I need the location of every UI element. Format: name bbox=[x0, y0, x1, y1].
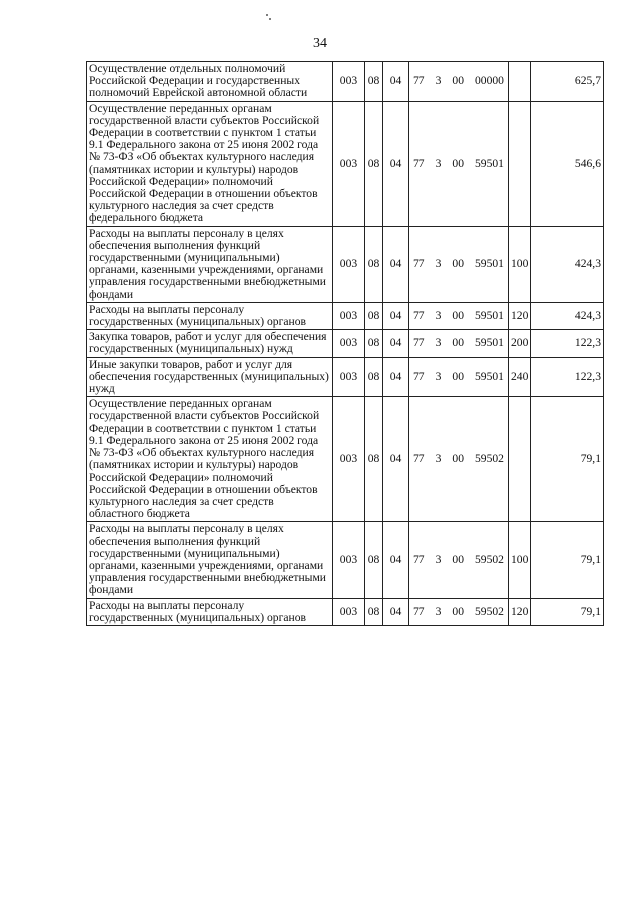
row-expense-type bbox=[509, 397, 531, 522]
row-program-code bbox=[409, 302, 509, 329]
row-amount: 625,7 bbox=[531, 62, 604, 102]
row-description: Расходы на выплаты персоналу государственных (муниципальных) органов bbox=[87, 598, 333, 625]
row-subsection-code: 04 bbox=[383, 522, 409, 598]
row-program-code bbox=[409, 62, 509, 102]
row-ved-code: 003 bbox=[333, 397, 365, 522]
scan-speck bbox=[269, 18, 271, 20]
program-code-part: 00000 bbox=[474, 74, 504, 88]
row-amount: 424,3 bbox=[531, 226, 604, 302]
row-amount: 122,3 bbox=[531, 357, 604, 397]
program-code-part: 00 bbox=[452, 452, 464, 466]
program-code-part: 3 bbox=[435, 336, 442, 350]
row-description: Иные закупки товаров, работ и услуг для обеспечения государственных (муниципальных) нужд bbox=[87, 357, 333, 397]
program-code-part: 59501 bbox=[474, 336, 504, 350]
program-code-part: 00 bbox=[452, 74, 464, 88]
row-description: Расходы на выплаты персоналу в целях обеспечения выполнения функций государственными (муниципальными) органами, казенными учреждениями, органами управления государственными внебюджетными фондами bbox=[87, 522, 333, 598]
row-program-code bbox=[409, 226, 509, 302]
table-row bbox=[87, 522, 604, 598]
row-section-code: 08 bbox=[365, 62, 383, 102]
row-program-code bbox=[409, 522, 509, 598]
program-code-part: 59502 bbox=[474, 552, 504, 566]
table-row bbox=[87, 397, 604, 522]
program-code-part: 59501 bbox=[474, 308, 504, 322]
program-code-part: 3 bbox=[435, 308, 442, 322]
row-subsection-code: 04 bbox=[383, 357, 409, 397]
program-code-part: 59502 bbox=[474, 604, 504, 618]
program-code-part: 00 bbox=[452, 336, 464, 350]
program-code-part: 59502 bbox=[474, 452, 504, 466]
program-code-part: 00 bbox=[452, 308, 464, 322]
row-subsection-code: 04 bbox=[383, 330, 409, 357]
row-expense-type: 120 bbox=[509, 302, 531, 329]
row-section-code: 08 bbox=[365, 598, 383, 625]
row-amount: 122,3 bbox=[531, 330, 604, 357]
row-expense-type bbox=[509, 62, 531, 102]
row-ved-code: 003 bbox=[333, 62, 365, 102]
program-code-part: 77 bbox=[413, 74, 425, 88]
row-section-code: 08 bbox=[365, 522, 383, 598]
row-ved-code: 003 bbox=[333, 302, 365, 329]
table-row bbox=[87, 330, 604, 357]
program-code-part: 00 bbox=[452, 369, 464, 383]
table-row bbox=[87, 101, 604, 226]
row-amount: 79,1 bbox=[531, 397, 604, 522]
table-row bbox=[87, 226, 604, 302]
program-code-part: 00 bbox=[452, 257, 464, 271]
row-section-code: 08 bbox=[365, 397, 383, 522]
row-expense-type: 100 bbox=[509, 522, 531, 598]
program-code-part: 77 bbox=[413, 369, 425, 383]
row-subsection-code: 04 bbox=[383, 226, 409, 302]
program-code-part: 3 bbox=[435, 552, 442, 566]
program-code-part: 00 bbox=[452, 604, 464, 618]
row-section-code: 08 bbox=[365, 330, 383, 357]
row-ved-code: 003 bbox=[333, 598, 365, 625]
row-amount: 546,6 bbox=[531, 101, 604, 226]
table-row bbox=[87, 302, 604, 329]
program-code-part: 77 bbox=[413, 452, 425, 466]
program-code-part: 3 bbox=[435, 257, 442, 271]
row-subsection-code: 04 bbox=[383, 101, 409, 226]
scan-speck bbox=[266, 14, 268, 16]
row-description: Закупка товаров, работ и услуг для обеспечения государственных (муниципальных) нужд bbox=[87, 330, 333, 357]
row-subsection-code: 04 bbox=[383, 302, 409, 329]
row-program-code bbox=[409, 397, 509, 522]
program-code-part: 77 bbox=[413, 336, 425, 350]
program-code-part: 3 bbox=[435, 156, 442, 170]
row-ved-code: 003 bbox=[333, 330, 365, 357]
program-code-part: 3 bbox=[435, 604, 442, 618]
program-code-part: 3 bbox=[435, 369, 442, 383]
row-expense-type: 120 bbox=[509, 598, 531, 625]
program-code-part: 77 bbox=[413, 552, 425, 566]
budget-table bbox=[86, 61, 604, 626]
row-subsection-code: 04 bbox=[383, 62, 409, 102]
table-row bbox=[87, 357, 604, 397]
row-section-code: 08 bbox=[365, 357, 383, 397]
program-code-part: 00 bbox=[452, 156, 464, 170]
row-program-code bbox=[409, 101, 509, 226]
program-code-part: 00 bbox=[452, 552, 464, 566]
row-subsection-code: 04 bbox=[383, 598, 409, 625]
row-ved-code: 003 bbox=[333, 357, 365, 397]
program-code-part: 59501 bbox=[474, 156, 504, 170]
row-subsection-code: 04 bbox=[383, 397, 409, 522]
program-code-part: 77 bbox=[413, 308, 425, 322]
row-expense-type: 100 bbox=[509, 226, 531, 302]
row-program-code bbox=[409, 357, 509, 397]
program-code-part: 59501 bbox=[474, 257, 504, 271]
program-code-part: 77 bbox=[413, 604, 425, 618]
row-section-code: 08 bbox=[365, 101, 383, 226]
row-ved-code: 003 bbox=[333, 522, 365, 598]
program-code-part: 59501 bbox=[474, 369, 504, 383]
row-section-code: 08 bbox=[365, 226, 383, 302]
row-description: Осуществление переданных органам государственной власти субъектов Российской Федерации в соответствии с пунктом 1 статьи 9.1 Федерального закона от 25 июня 2002 года № 73-ФЗ «Об объектах культурного наследия (памятниках истории и культуры) народов Российской Федерации» полномочий Российской Федерации в отношении объектов культурного наследия за счет средств федерального бюджета bbox=[87, 101, 333, 226]
row-description: Осуществление отдельных полномочий Российской Федерации и государственных полномочий Еврейской автономной области bbox=[87, 62, 333, 102]
row-description: Расходы на выплаты персоналу в целях обеспечения выполнения функций государственными (муниципальными) органами, казенными учреждениями, органами управления государственными внебюджетными фондами bbox=[87, 226, 333, 302]
row-expense-type: 240 bbox=[509, 357, 531, 397]
table-row bbox=[87, 62, 604, 102]
table-body bbox=[87, 62, 604, 626]
row-amount: 79,1 bbox=[531, 598, 604, 625]
row-amount: 79,1 bbox=[531, 522, 604, 598]
table-row bbox=[87, 598, 604, 625]
row-program-code bbox=[409, 330, 509, 357]
program-code-part: 77 bbox=[413, 156, 425, 170]
row-expense-type: 200 bbox=[509, 330, 531, 357]
row-description: Расходы на выплаты персоналу государственных (муниципальных) органов bbox=[87, 302, 333, 329]
row-expense-type bbox=[509, 101, 531, 226]
row-amount: 424,3 bbox=[531, 302, 604, 329]
program-code-part: 3 bbox=[435, 74, 442, 88]
row-ved-code: 003 bbox=[333, 101, 365, 226]
row-description: Осуществление переданных органам государственной власти субъектов Российской Федерации в соответствии с пунктом 1 статьи 9.1 Федерального закона от 25 июня 2002 года № 73-ФЗ «Об объектах культурного наследия (памятниках истории и культуры) народов Российской Федерации» полномочий Российской Федерации в отношении объектов культурного наследия за счет средств областного бюджета bbox=[87, 397, 333, 522]
row-program-code bbox=[409, 598, 509, 625]
program-code-part: 3 bbox=[435, 452, 442, 466]
program-code-part: 77 bbox=[413, 257, 425, 271]
page-number: 34 bbox=[313, 36, 327, 51]
row-section-code: 08 bbox=[365, 302, 383, 329]
row-ved-code: 003 bbox=[333, 226, 365, 302]
